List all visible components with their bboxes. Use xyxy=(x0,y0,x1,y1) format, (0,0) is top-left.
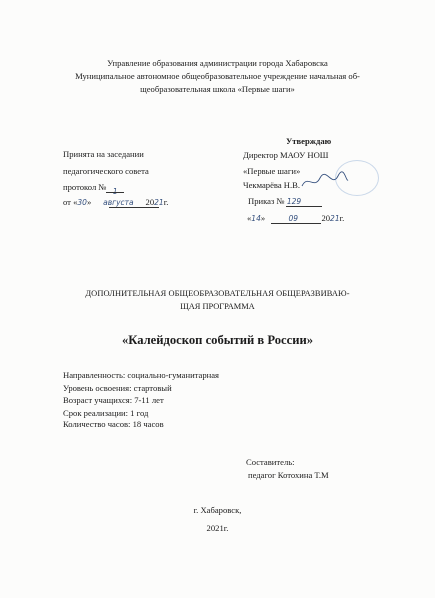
footer-city: г. Хабаровск, xyxy=(193,505,242,515)
order-number-handwritten: 129 xyxy=(286,197,302,206)
stamp-mark xyxy=(335,160,379,196)
header-line-1: Управление образования администрации города Хабаровска xyxy=(107,58,328,68)
approval-right-line-2: «Первые шаги» xyxy=(243,166,301,176)
approval-left-line-2: педагогического совета xyxy=(63,166,149,176)
right-date-year-prefix: 20 xyxy=(321,213,331,223)
approval-left-date xyxy=(63,198,168,207)
date-prefix: от « xyxy=(63,197,78,207)
date-end: г. xyxy=(163,197,169,207)
protocol-line xyxy=(63,182,127,196)
right-date-end: г. xyxy=(339,213,345,223)
detail-age: Возраст учащихся: 7-11 лет xyxy=(63,395,164,405)
order-underline xyxy=(286,206,322,207)
program-type-line-1: ДОПОЛНИТЕЛЬНАЯ ОБЩЕОБРАЗОВАТЕЛЬНАЯ ОБЩЕРАЗВИВАЮ- xyxy=(85,289,350,298)
detail-hours: Количество часов: 18 часов xyxy=(63,419,164,429)
program-title: «Калейдоскоп событий в России» xyxy=(121,333,314,347)
right-date-day-handwritten: 14 xyxy=(251,214,261,223)
date-month-underline xyxy=(109,207,159,208)
header-line-2: Муниципальное автономное общеобразовательное учреждение начальная об- xyxy=(75,71,360,81)
header-line-3: щеобразовательная школа «Первые шаги» xyxy=(140,84,295,94)
approval-title: Утверждаю xyxy=(286,136,332,146)
date-month-handwritten: августа xyxy=(103,198,134,207)
compiler-label: Составитель: xyxy=(246,457,295,467)
footer-year: 2021г. xyxy=(206,523,229,533)
date-year-handwritten: 21 xyxy=(154,198,164,207)
order-line xyxy=(248,197,317,206)
approval-left-line-1: Принята на заседании xyxy=(63,149,144,159)
protocol-underline xyxy=(106,192,124,193)
date-year-prefix: 20 xyxy=(145,197,155,207)
right-date-close: » xyxy=(260,213,266,223)
compiler-name: педагог Котохина Т.М xyxy=(248,470,329,480)
approval-right-line-3: Чекмарёва Н.В. xyxy=(243,180,301,190)
approval-right-date xyxy=(247,214,344,223)
detail-level: Уровень освоения: стартовый xyxy=(63,383,172,393)
right-date-month-underline xyxy=(271,223,321,224)
program-type-line-2: ЩАЯ ПРОГРАММА xyxy=(180,302,255,311)
date-mid: » xyxy=(86,197,92,207)
right-date-month-handwritten: 09 xyxy=(288,214,299,223)
approval-right-line-1: Директор МАОУ НОШ xyxy=(243,150,329,160)
detail-duration: Срок реализации: 1 год xyxy=(63,408,149,418)
protocol-number: 1 xyxy=(112,187,118,196)
right-date-open: « xyxy=(247,213,252,223)
date-day-handwritten: 30 xyxy=(77,198,87,207)
detail-direction: Направленность: социально-гуманитарная xyxy=(63,370,220,380)
order-label: Приказ № xyxy=(248,196,285,206)
right-date-year-handwritten: 21 xyxy=(330,214,340,223)
protocol-label: протокол № xyxy=(63,182,107,192)
